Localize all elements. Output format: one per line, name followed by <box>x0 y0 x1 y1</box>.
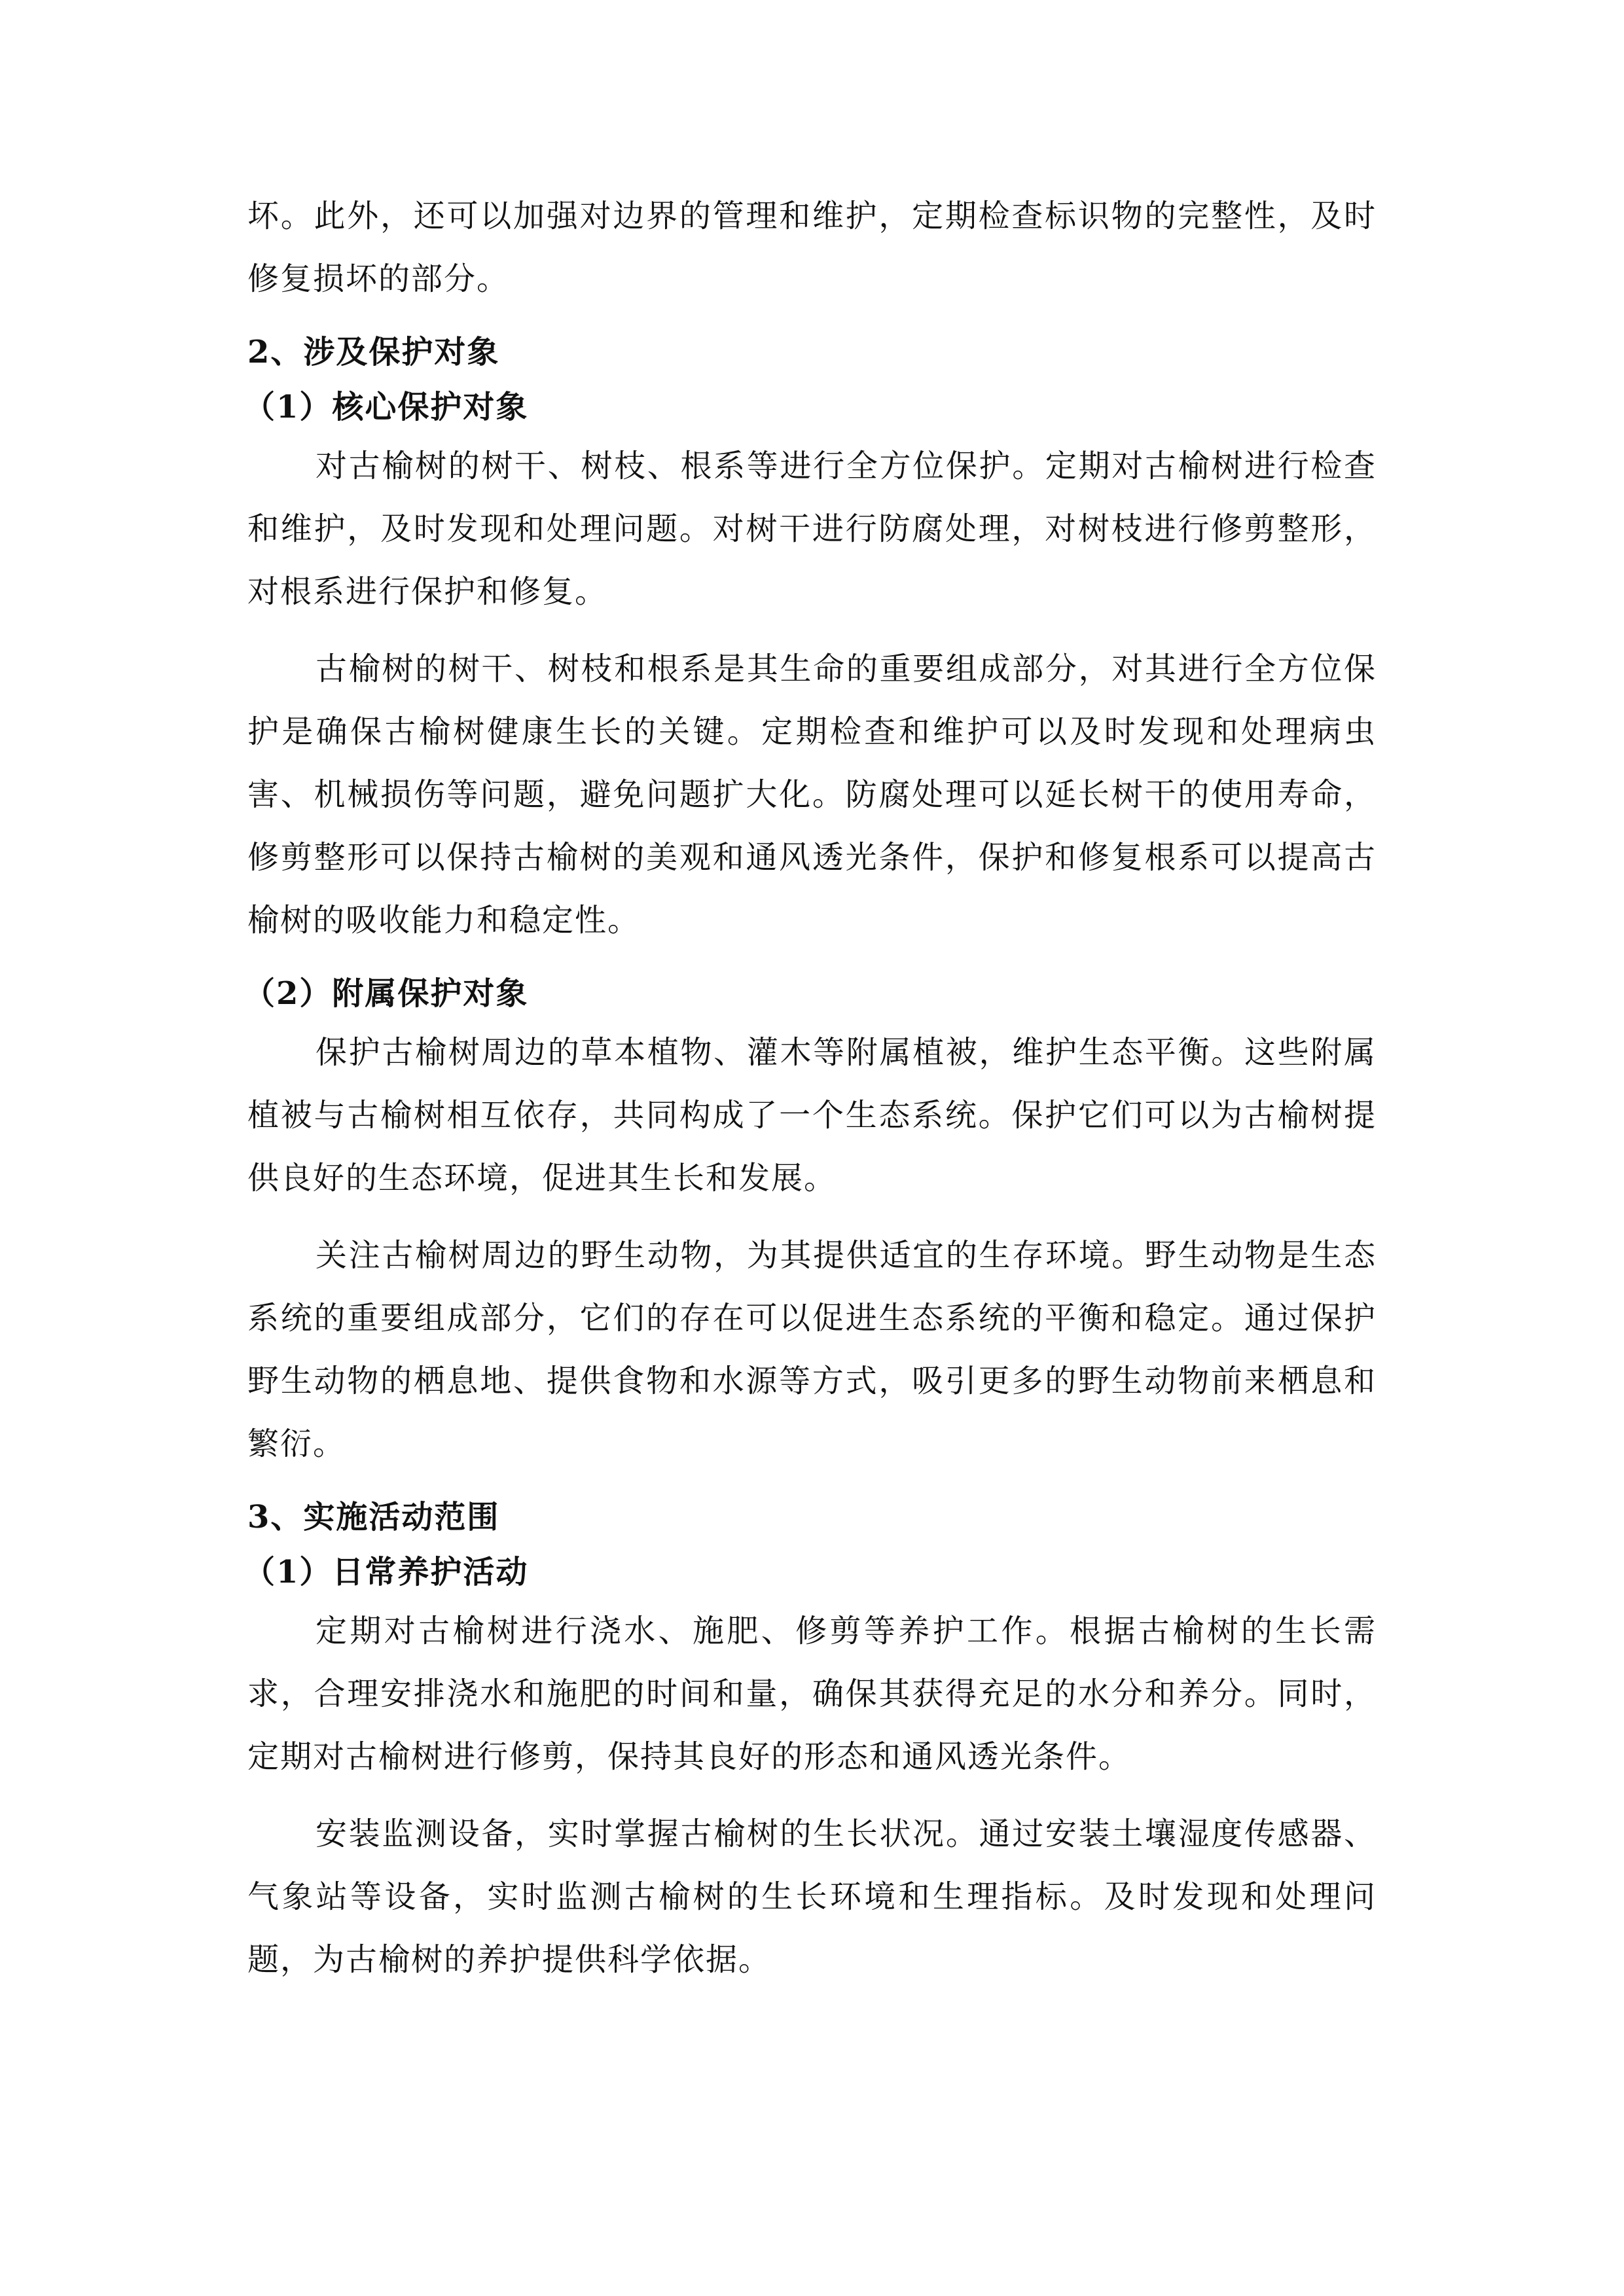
paragraph-core-protection-rationale: 古榆树的树干、树枝和根系是其生命的重要组成部分，对其进行全方位保护是确保古榆树健康生长的关键。定期检查和维护可以及时发现和处理病虫害、机械损伤等问题，避免问题扩大化。防腐处理可以延长树干的使用寿命，修剪整形可以保持古榆树的美观和通风透光条件，保护和修复根系可以提高古榆树的吸收能力和稳定性。 <box>247 651 1377 939</box>
section-heading-protection-targets: 2、涉及保护对象 <box>247 334 500 370</box>
paragraph-daily-maintenance-tasks: 定期对古榆树进行浇水、施肥、修剪等养护工作。根据古榆树的生长需求，合理安排浇水和施肥的时间和量，确保其获得充足的水分和养分。同时，定期对古榆树进行修剪，保持其良好的形态和通风透光条件。 <box>247 1613 1377 1775</box>
paragraph-core-protection-measures: 对古榆树的树干、树枝、根系等进行全方位保护。定期对古榆树进行检查和维护，及时发现和处理问题。对树干进行防腐处理，对树枝进行修剪整形，对根系进行保护和修复。 <box>247 448 1377 610</box>
subheading-auxiliary-protection: （2）附属保护对象 <box>244 975 529 1012</box>
section-heading-activity-scope: 3、实施活动范围 <box>247 1499 500 1535</box>
subheading-core-protection: （1）核心保护对象 <box>244 389 529 425</box>
paragraph-wildlife-protection: 关注古榆树周边的野生动物，为其提供适宜的生存环境。野生动物是生态系统的重要组成部分，它们的存在可以促进生态系统的平衡和稳定。通过保护野生动物的栖息地、提供食物和水源等方式，吸引更多的野生动物前来栖息和繁衍。 <box>247 1237 1377 1462</box>
subheading-daily-maintenance: （1）日常养护活动 <box>244 1554 529 1590</box>
paragraph-auxiliary-vegetation: 保护古榆树周边的草本植物、灌木等附属植被，维护生态平衡。这些附属植被与古榆树相互依存，共同构成了一个生态系统。保护它们可以为古榆树提供良好的生态环境，促进其生长和发展。 <box>247 1034 1377 1196</box>
paragraph-monitoring-equipment: 安装监测设备，实时掌握古榆树的生长状况。通过安装土壤湿度传感器、气象站等设备，实时监测古榆树的生长环境和生理指标。及时发现和处理问题，为古榆树的养护提供科学依据。 <box>247 1816 1377 1978</box>
document-body <box>244 185 1377 2005</box>
paragraph-boundary-maintenance: 坏。此外，还可以加强对边界的管理和维护，定期检查标识物的完整性，及时修复损坏的部分。 <box>247 198 1377 297</box>
